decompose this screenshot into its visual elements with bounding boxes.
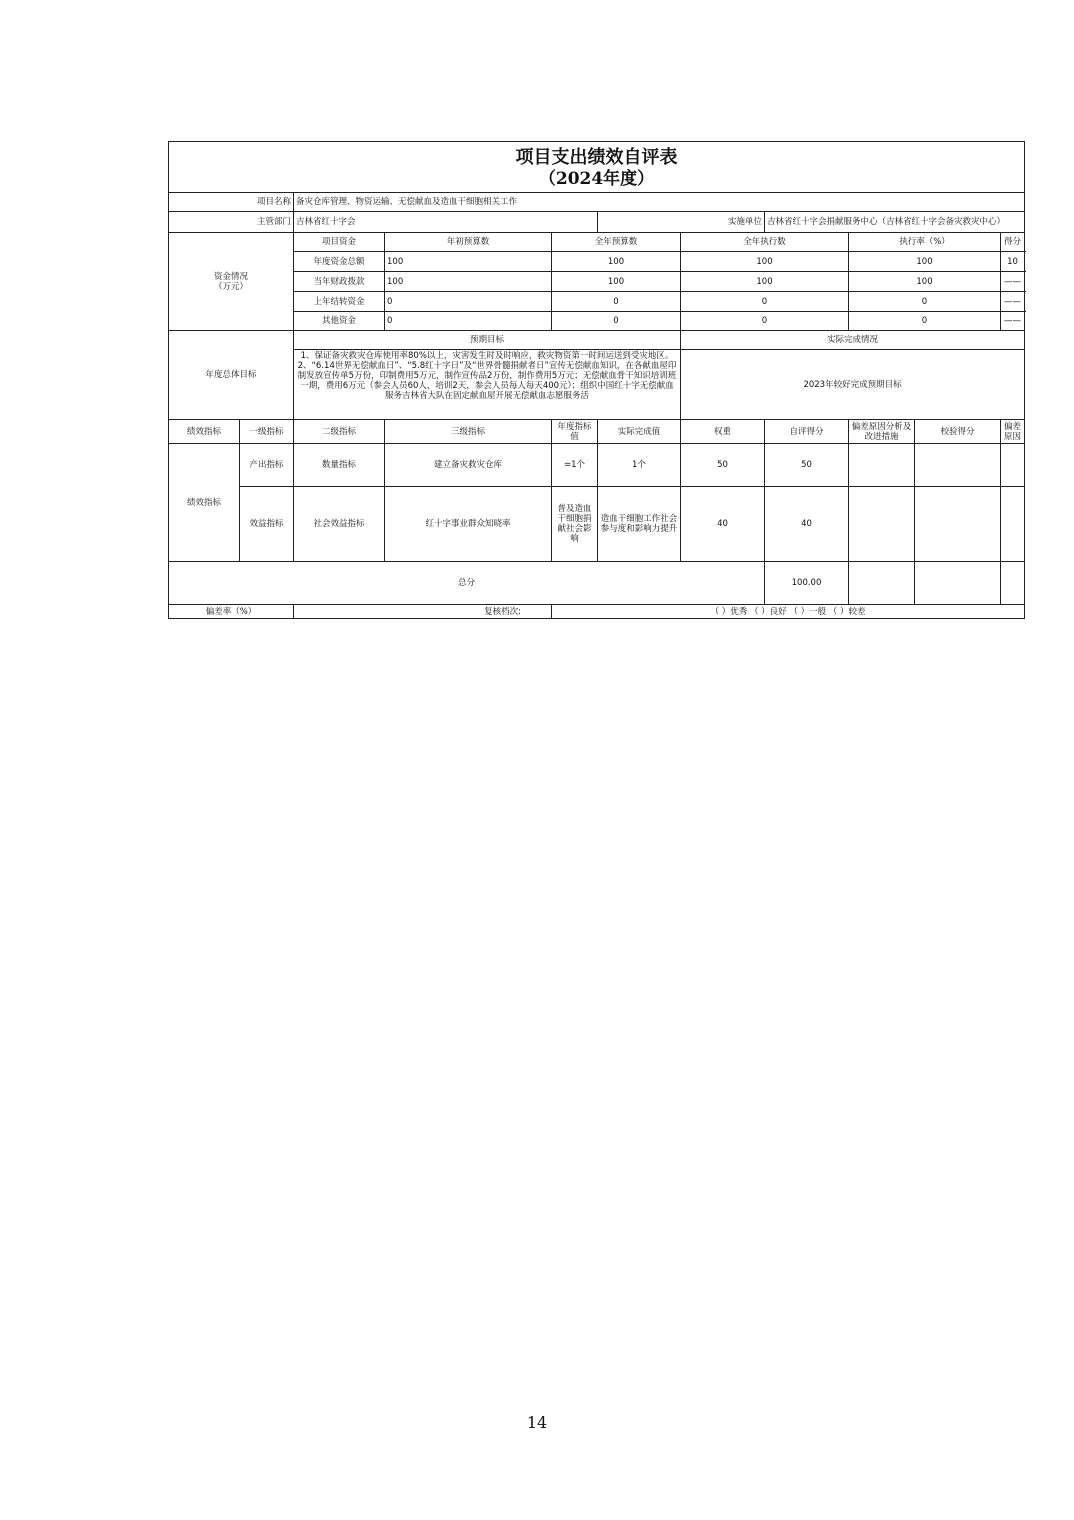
evaluation-table <box>168 141 1025 619</box>
funds-row <box>169 292 1025 312</box>
perf-self-score: 50 <box>765 444 849 487</box>
funds-row-initial: 100 <box>385 272 552 292</box>
funds-row-annual: 100 <box>552 252 681 272</box>
total-deviation-analysis <box>849 562 915 605</box>
perf-header-deviation-analysis: 偏差原因分析及改进措施 <box>849 420 915 444</box>
perf-row <box>169 444 1025 487</box>
funds-row-name: 年度资金总额 <box>294 252 385 272</box>
perf-row <box>169 487 1025 562</box>
funds-row-initial: 100 <box>385 252 552 272</box>
annual-goal-label: 年度总体目标 <box>169 331 294 420</box>
perf-self-score: 40 <box>765 487 849 562</box>
perf-deviation-reason <box>1001 444 1025 487</box>
funds-label: 资金情况 （万元） <box>169 233 294 331</box>
funds-row-annual: 100 <box>552 272 681 292</box>
perf-header-weight: 权重 <box>681 420 765 444</box>
perf-actual: 造血干细胞工作社会参与度和影响力提升 <box>598 487 681 562</box>
funds-row-score: 10 <box>1001 252 1025 272</box>
page-subtitle: （2024年度） <box>538 169 655 189</box>
funds-header-score: 得分 <box>1001 233 1025 252</box>
expected-goal-text: 1、保证备灾救灾仓库使用率80%以上，灾害发生时及时响应，救灾物资第一时间运送到受灾地区。 2、“6.14世界无偿献血日”、“5.8红十字日”及“世界骨髓捐献者日”宣传无偿献血知识，在各献血屋印制发放宣传单5万份，印制费用5万元，制作宣传品2万份，制作费用5万元；无偿献血骨干知识培训班一期，费用6万元（参会人员60人，培训2天，参会人员每人每天400元）；组织中国红十字无偿献血服务吉林省大队在固定献血屋开展无偿献血志愿服务活 <box>294 350 681 420</box>
funds-row-rate: 0 <box>849 312 1001 331</box>
project-name-label: 项目名称 <box>169 193 294 212</box>
perf-header-actual: 实际完成值 <box>598 420 681 444</box>
perf-header-check-score: 校验得分 <box>915 420 1001 444</box>
perf-check-score <box>915 444 1001 487</box>
funds-row-initial: 0 <box>385 312 552 331</box>
funds-row-annual: 0 <box>552 312 681 331</box>
dept-label: 主管部门 <box>169 212 294 233</box>
funds-row-name: 当年财政拨款 <box>294 272 385 292</box>
total-check-score <box>915 562 1001 605</box>
project-name-value: 备灾仓库管理、物资运输、无偿献血及造血干细胞相关工作 <box>294 193 1025 212</box>
page-title: 项目支出绩效自评表 <box>515 147 678 168</box>
perf-actual: 1个 <box>598 444 681 487</box>
perf-header-indicator: 绩效指标 <box>169 420 240 444</box>
total-score: 100.00 <box>765 562 849 605</box>
title-block <box>169 142 1025 193</box>
perf-deviation-analysis <box>849 444 915 487</box>
funds-row-score: —— <box>1001 292 1025 312</box>
perf-deviation-reason <box>1001 487 1025 562</box>
impl-unit-value: 吉林省红十字会捐献服务中心（吉林省红十字会备灾救灾中心） <box>765 212 1025 233</box>
funds-row-executed: 100 <box>681 252 849 272</box>
perf-check-score <box>915 487 1001 562</box>
funds-header-annual: 全年预算数 <box>552 233 681 252</box>
funds-row-executed: 0 <box>681 292 849 312</box>
perf-header-deviation-reason: 偏差原因 <box>1001 420 1025 444</box>
total-label: 总分 <box>169 562 765 605</box>
perf-header-self-score: 自评得分 <box>765 420 849 444</box>
actual-completion-header: 实际完成情况 <box>681 331 1025 350</box>
funds-row-score: —— <box>1001 272 1025 292</box>
funds-row-initial: 0 <box>385 292 552 312</box>
actual-completion-text: 2023年较好完成预期目标 <box>681 350 1025 420</box>
perf-level1: 效益指标 <box>240 487 294 562</box>
funds-row-rate: 0 <box>849 292 1001 312</box>
performance-self-evaluation-sheet <box>168 141 1024 619</box>
dept-value: 吉林省红十字会 <box>294 212 598 233</box>
perf-header-level3: 三级指标 <box>385 420 552 444</box>
review-level-label: 复核档次: <box>294 605 552 619</box>
perf-header-level2: 二级指标 <box>294 420 385 444</box>
funds-row-rate: 100 <box>849 252 1001 272</box>
total-deviation-reason <box>1001 562 1025 605</box>
funds-row-executed: 0 <box>681 312 849 331</box>
funds-row-annual: 0 <box>552 292 681 312</box>
perf-target: 普及造血干细胞捐献社会影响 <box>552 487 598 562</box>
funds-row <box>169 272 1025 292</box>
funds-header-executed: 全年执行数 <box>681 233 849 252</box>
perf-level3: 红十字事业群众知晓率 <box>385 487 552 562</box>
review-level-options: （ ）优秀 （ ）良好 （ ）一般 （ ）较差 <box>552 605 1025 619</box>
perf-level2: 社会效益指标 <box>294 487 385 562</box>
funds-row-rate: 100 <box>849 272 1001 292</box>
funds-row-score: —— <box>1001 312 1025 331</box>
perf-target: =1个 <box>552 444 598 487</box>
expected-goal-header: 预期目标 <box>294 331 681 350</box>
perf-level1: 产出指标 <box>240 444 294 487</box>
perf-header-target: 年度指标值 <box>552 420 598 444</box>
funds-header-item: 项目资金 <box>294 233 385 252</box>
perf-group-label: 绩效指标 <box>169 444 240 562</box>
deviation-rate-label: 偏差率（%） <box>169 605 294 619</box>
perf-level2: 数量指标 <box>294 444 385 487</box>
perf-header-level1: 一级指标 <box>240 420 294 444</box>
funds-row-executed: 100 <box>681 272 849 292</box>
funds-row-name: 上年结转资金 <box>294 292 385 312</box>
perf-level3: 建立备灾救灾仓库 <box>385 444 552 487</box>
perf-weight: 40 <box>681 487 765 562</box>
funds-row <box>169 312 1025 331</box>
funds-header-rate: 执行率（%） <box>849 233 1001 252</box>
funds-header-initial: 年初预算数 <box>385 233 552 252</box>
page-number: 14 <box>526 1413 548 1432</box>
impl-unit-label: 实施单位 <box>598 212 765 233</box>
perf-weight: 50 <box>681 444 765 487</box>
funds-row-name: 其他资金 <box>294 312 385 331</box>
funds-row <box>169 252 1025 272</box>
perf-deviation-analysis <box>849 487 915 562</box>
